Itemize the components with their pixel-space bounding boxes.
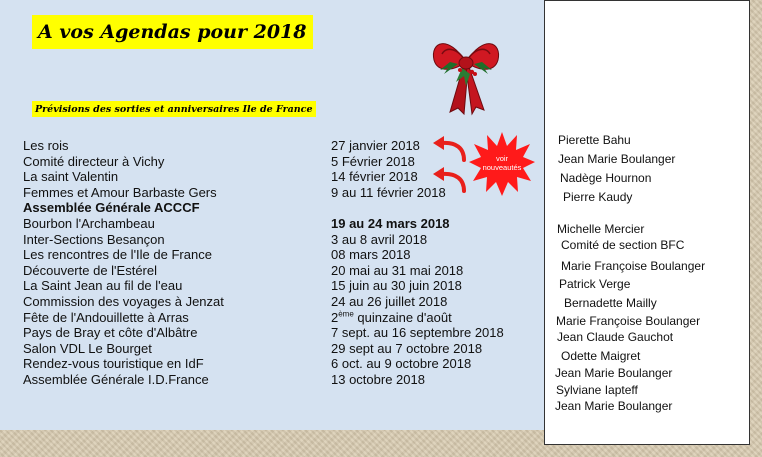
- event-row: [23, 356, 533, 372]
- event-row: [23, 325, 533, 341]
- event-name: Rendez-vous touristique en IdF: [23, 356, 204, 372]
- event-name: Commission des voyages à Jenzat: [23, 293, 224, 309]
- organizer-name: Comité de section BFC: [561, 238, 685, 252]
- organizer-name: Nadège Hournon: [560, 171, 652, 185]
- event-date: 24 au 26 juillet 2018: [331, 293, 448, 309]
- event-date: 27 janvier 2018: [331, 138, 420, 153]
- event-date: 3 au 8 avril 2018: [331, 231, 428, 247]
- event-row: [23, 278, 533, 294]
- organizer-name: Jean Marie Boulanger: [555, 399, 673, 413]
- christmas-bow-icon: [428, 24, 504, 116]
- event-date-superscript: ème: [338, 309, 354, 319]
- organizer-name: Jean Claude Gauchot: [557, 330, 674, 344]
- organizer-name: Sylviane Iapteff: [556, 383, 638, 397]
- event-date: 08 mars 2018: [331, 247, 411, 263]
- organizer-name: Jean Marie Boulanger: [555, 366, 673, 380]
- event-name: Comité directeur à Vichy: [23, 153, 165, 169]
- event-date: 7 sept. au 16 septembre 2018: [331, 325, 504, 341]
- page-title: A vos Agendas pour 2018: [32, 15, 313, 49]
- event-row: [23, 372, 533, 388]
- event-name: La Saint Jean au fil de l'eau: [23, 278, 183, 294]
- event-date: 13 octobre 2018: [331, 371, 425, 387]
- event-row: [23, 341, 533, 357]
- event-date-number: 2: [331, 309, 339, 325]
- starburst-text: [469, 154, 535, 172]
- organizer-name: Pierre Kaudy: [563, 190, 633, 204]
- page-subtitle: Prévisions des sorties et anniversaires Ile de France: [32, 101, 316, 117]
- event-date: 15 juin au 30 juin 2018: [331, 278, 462, 294]
- event-name: Les rencontres de l'Ile de France: [23, 247, 212, 263]
- event-name: Femmes et Amour Barbaste Gers: [23, 184, 217, 200]
- event-date-rest: quinzaine d'août: [353, 309, 452, 325]
- event-date: 6 oct. au 9 octobre 2018: [331, 356, 472, 372]
- event-name: Fête de l'Andouillette à Arras: [23, 309, 189, 325]
- event-name: La saint Valentin: [23, 169, 119, 185]
- organizer-name: Jean Marie Boulanger: [558, 152, 676, 166]
- event-row: [23, 232, 533, 248]
- event-date: 5 Février 2018: [331, 153, 415, 169]
- event-row: [23, 263, 533, 279]
- event-row: [23, 216, 533, 232]
- organizer-name: Bernadette Mailly: [564, 296, 657, 310]
- event-row: [23, 310, 533, 326]
- event-date: 29 sept au 7 octobre 2018: [331, 340, 483, 356]
- event-date: 20 mai au 31 mai 2018: [331, 262, 464, 278]
- event-row: [23, 294, 533, 310]
- starburst-text-line: voir: [495, 154, 509, 163]
- event-name: Pays de Bray et côte d'Albâtre: [23, 325, 198, 341]
- event-name: Salon VDL Le Bourget: [23, 340, 152, 356]
- event-name: Assemblée Générale ACCCF: [23, 200, 200, 216]
- organizer-name: Patrick Verge: [559, 277, 631, 291]
- event-row: [23, 247, 533, 263]
- organizer-name: Pierette Bahu: [558, 133, 631, 147]
- event-name: Découverte de l'Estérel: [23, 262, 157, 278]
- organizer-name: Odette Maigret: [561, 349, 641, 363]
- event-date: 9 au 11 février 2018: [331, 184, 446, 200]
- event-name: Inter-Sections Besançon: [23, 231, 165, 247]
- event-date: 14 février 2018: [331, 169, 418, 185]
- starburst-text-line: nouveautés: [482, 163, 522, 172]
- organizer-name: Michelle Mercier: [557, 222, 645, 236]
- curved-arrow-icon: [430, 167, 470, 193]
- event-date: 19 au 24 mars 2018: [331, 215, 450, 231]
- curved-arrow-icon: [430, 136, 470, 162]
- event-name: Assemblée Générale I.D.France: [23, 371, 209, 387]
- event-name: Les rois: [23, 138, 69, 153]
- event-name: Bourbon l'Archambeau: [23, 215, 155, 231]
- event-date: [331, 310, 452, 326]
- organizer-name: Marie Françoise Boulanger: [556, 314, 701, 328]
- event-row: [23, 200, 533, 216]
- organizer-name: Marie Françoise Boulanger: [561, 259, 706, 273]
